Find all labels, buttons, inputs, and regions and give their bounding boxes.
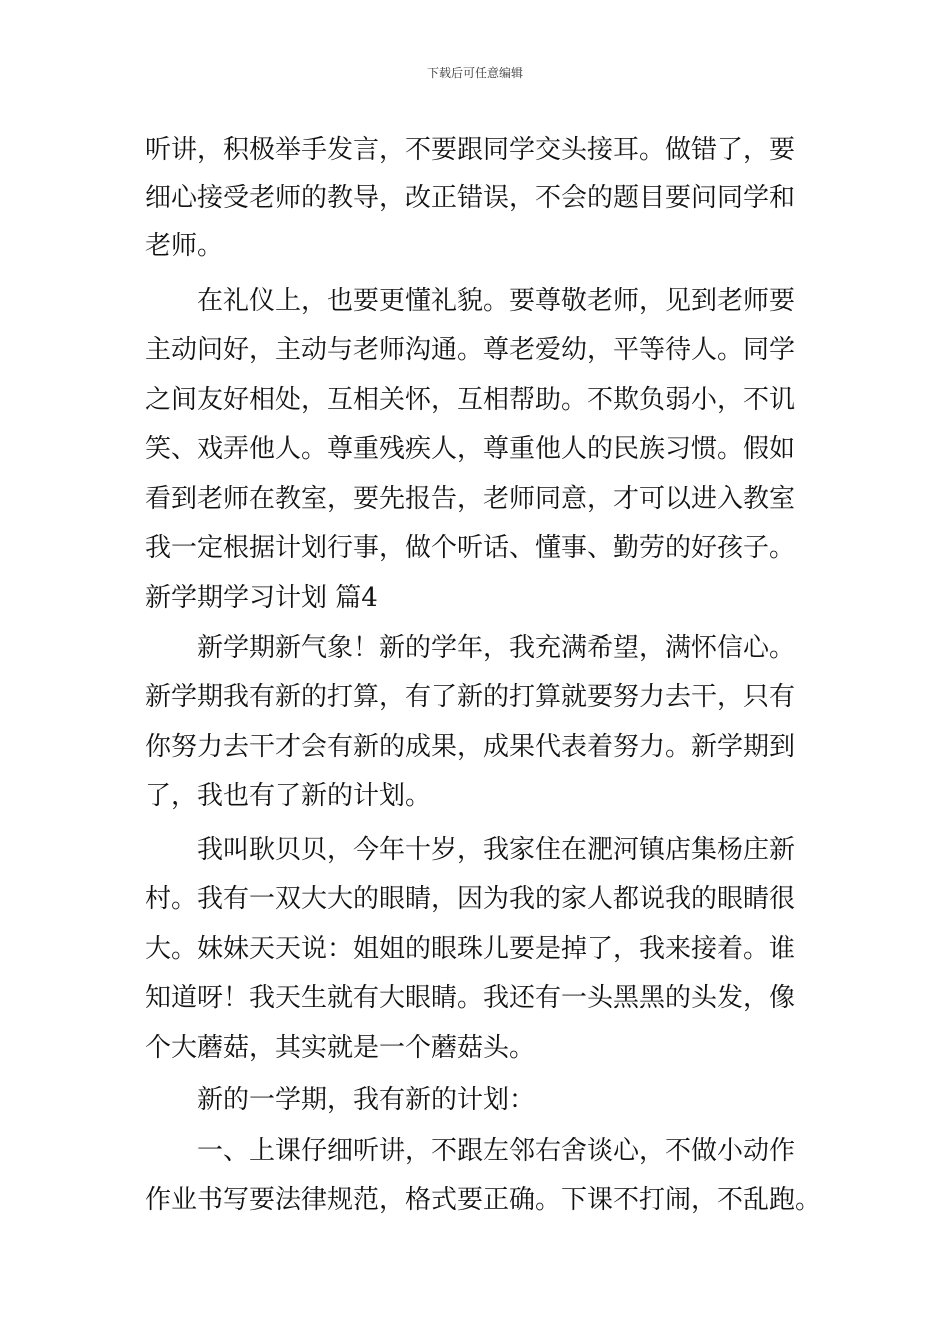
text-line: 村。我有一双大大的眼睛，因为我的家人都说我的眼睛很 [145, 884, 796, 914]
text-line: 细心接受老师的教导，改正错误，不会的题目要问同学和 [145, 183, 796, 213]
text-line: 个大蘑菇，其实就是一个蘑菇头。 [145, 1033, 536, 1063]
text-line: 老师。 [145, 231, 224, 261]
text-line: 听讲，积极举手发言，不要跟同学交头接耳。做错了，要 [145, 135, 796, 165]
text-line: 看到老师在教室，要先报告，老师同意，才可以进入教室 [145, 484, 796, 514]
text-line: 在礼仪上，也要更懂礼貌。要尊敬老师，见到老师要 [197, 286, 796, 316]
page-header: 下载后可任意编辑 [426, 66, 523, 80]
text-line: 笑、戏弄他人。尊重残疾人，尊重他人的民族习惯。假如 [145, 434, 796, 464]
section-heading: 新学期学习计划 篇4 [145, 583, 378, 613]
text-line: 大。妹妹天天说：姐姐的眼珠儿要是掉了，我来接着。谁 [145, 934, 796, 964]
text-line: 我一定根据计划行事，做个听话、懂事、勤劳的好孩子。 [145, 533, 796, 563]
text-line: 一、上课仔细听讲，不跟左邻右舍谈心，不做小动作 [197, 1136, 796, 1166]
text-line: 你努力去干才会有新的成果，成果代表着努力。新学期到 [145, 732, 796, 762]
text-line: 了，我也有了新的计划。 [145, 781, 432, 811]
text-line: 之间友好相处，互相关怀，互相帮助。不欺负弱小，不讥 [145, 385, 796, 415]
text-line: 主动问好，主动与老师沟通。尊老爱幼，平等待人。同学 [145, 335, 796, 365]
text-line: 作业书写要法律规范，格式要正确。下课不打闹，不乱跑。 [145, 1185, 822, 1215]
text-line: 新学期我有新的打算，有了新的打算就要努力去干，只有 [145, 682, 796, 712]
text-line: 我叫耿贝贝，今年十岁，我家住在淝河镇店集杨庄新 [197, 835, 796, 865]
text-line: 新学期新气象！新的学年，我充满希望，满怀信心。 [197, 633, 796, 663]
text-line: 知道呀！我天生就有大眼睛。我还有一头黑黑的头发，像 [145, 983, 796, 1013]
text-line: 新的一学期，我有新的计划： [197, 1085, 536, 1115]
